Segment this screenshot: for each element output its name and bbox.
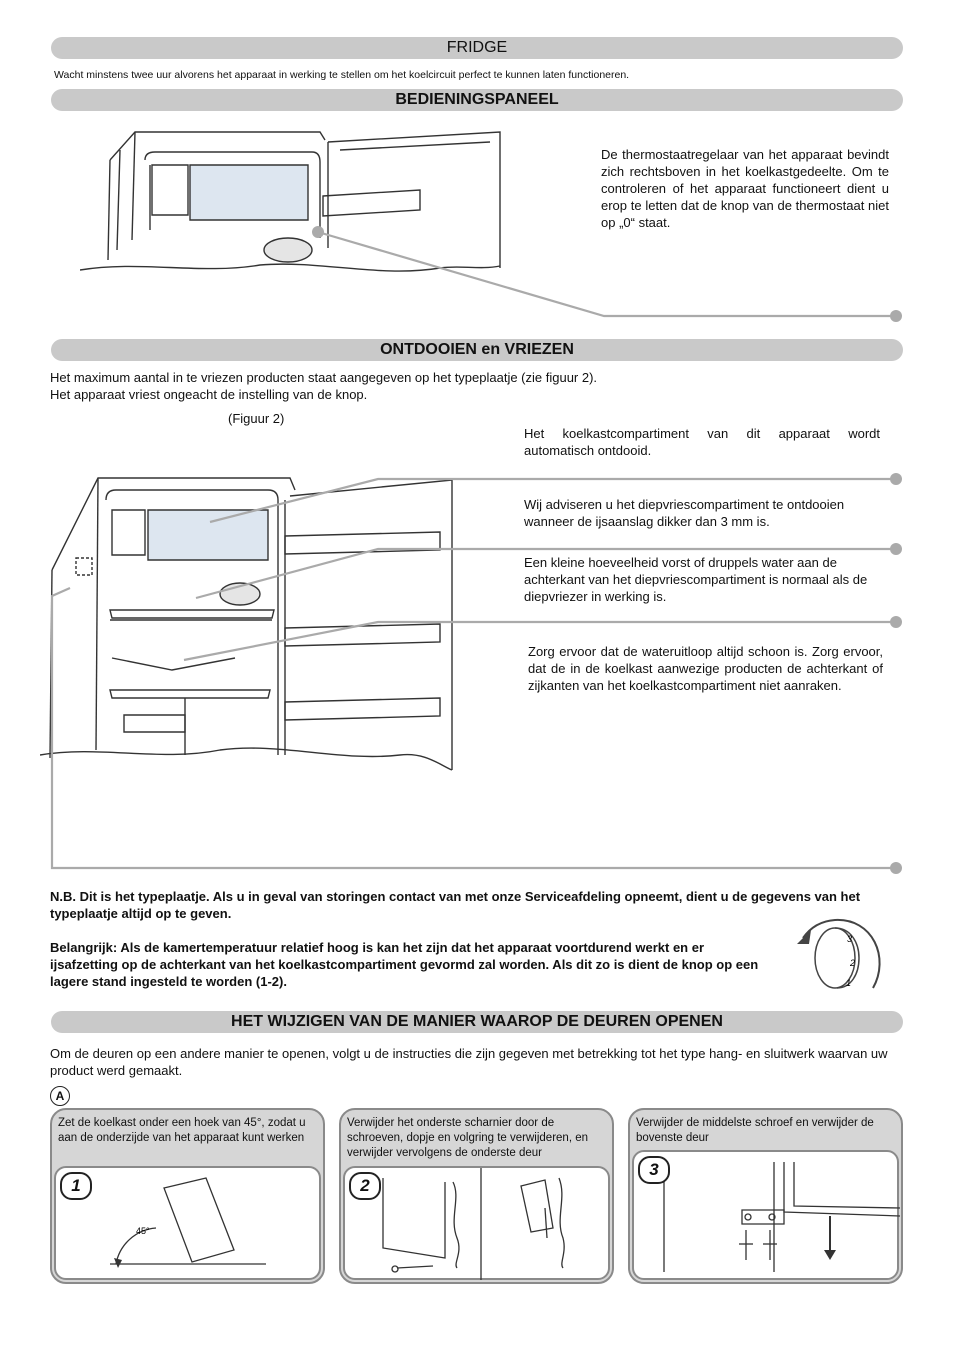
controls-title: BEDIENINGSPANEEL (51, 89, 903, 111)
step-2-number: 2 (349, 1172, 381, 1200)
marker-a: A (50, 1086, 70, 1106)
callout-frost-normal: Een kleine hoeveelheid vorst of druppels water aan de achterkant van het diepvriescompartiment is normaal als de diepvriezer in werking is. (524, 555, 868, 604)
step-3-text: Verwijder de middelste schroef en verwijder de bovenste deur (636, 1117, 874, 1144)
defrost-line1: Het maximum aantal in te vriezen producten staat aangegeven op het typeplaatje (zie figuur 2). (50, 370, 598, 385)
step-3-illustration (632, 1150, 899, 1280)
step-2-text: Verwijder het onderste scharnier door de schroeven, dopje en volgring te verwijderen, en verwijder vervolgens de onderste deur (347, 1117, 589, 1159)
doors-title: HET WIJZIGEN VAN DE MANIER WAAROP DE DEUREN OPENEN (51, 1011, 903, 1033)
step-2-illustration (343, 1166, 610, 1280)
step-1-illustration (54, 1166, 321, 1280)
angle-label: 45° (136, 1226, 150, 1236)
controls-text: De thermostaatregelaar van het apparaat bevindt zich rechtsboven in het koelkastgedeelte. Om te controleren of het apparaat functioneert dient u erop te letten dat de knop van de thermostaat niet op „0“ staat. (601, 147, 889, 230)
knob-label-3: 3 (847, 934, 853, 944)
nb-typeplate-text: N.B. Dit is het typeplaatje. Als u in geval van storingen contact van met onze Serviceafdeling opneemt, dient u de gegevens van het typeplaatje altijd op te geven. (50, 889, 861, 921)
step-3-number: 3 (638, 1156, 670, 1184)
doors-text: Om de deuren op een andere manier te openen, volgt u de instructies die zijn gegeven met betrekking tot het type hang- en sluitwerk waarvan uw product werd gemaakt. (50, 1046, 888, 1078)
step-1-box (50, 1108, 325, 1284)
step-2-box (339, 1108, 614, 1284)
callout-freezer-defrost: Wij adviseren u het diepvriescompartiment te ontdooien wanneer de ijsaanslag dikker dan 3 mm is. (524, 497, 845, 529)
callout-auto-defrost: Het koelkastcompartiment van dit apparaat wordt automatisch ontdooid. (524, 426, 880, 458)
figure-caption: (Figuur 2) (228, 411, 285, 426)
step-3-box (628, 1108, 903, 1284)
defrost-title: ONTDOOIEN en VRIEZEN (51, 339, 903, 361)
step-1-text: Zet de koelkast onder een hoek van 45°, zodat u aan de onderzijde van het apparaat kunt werken (58, 1117, 306, 1144)
fridge-title: FRIDGE (51, 37, 903, 59)
knob-label-1: 1 (846, 978, 852, 988)
thermostat-knob-icon (795, 908, 895, 998)
intro-note: Wacht minstens twee uur alvorens het apparaat in werking te stellen om het koelcircuit perfect te kunnen laten functioneren. (54, 69, 630, 81)
step-1-number: 1 (60, 1172, 92, 1200)
defrost-line2: Het apparaat vriest ongeacht de instelling van de knop. (50, 387, 368, 402)
important-text: Belangrijk: Als de kamertemperatuur relatief hoog is kan het zijn dat het apparaat voortdurend werkt en er ijsafzetting op de achterkant van het koelkastcompartiment gevormd zal worden. Als dit zo is dient de knop op een lagere stand ingesteld te worden (1-2). (50, 940, 759, 989)
callout-water-outlet: Zorg ervoor dat de wateruitloop altijd schoon is. Zorg ervoor, dat de in de koelkast aanwezige producten de achterkant of zijkanten van het koelkastcompartiment niet aanraken. (528, 644, 883, 693)
knob-label-2: 2 (850, 958, 856, 968)
